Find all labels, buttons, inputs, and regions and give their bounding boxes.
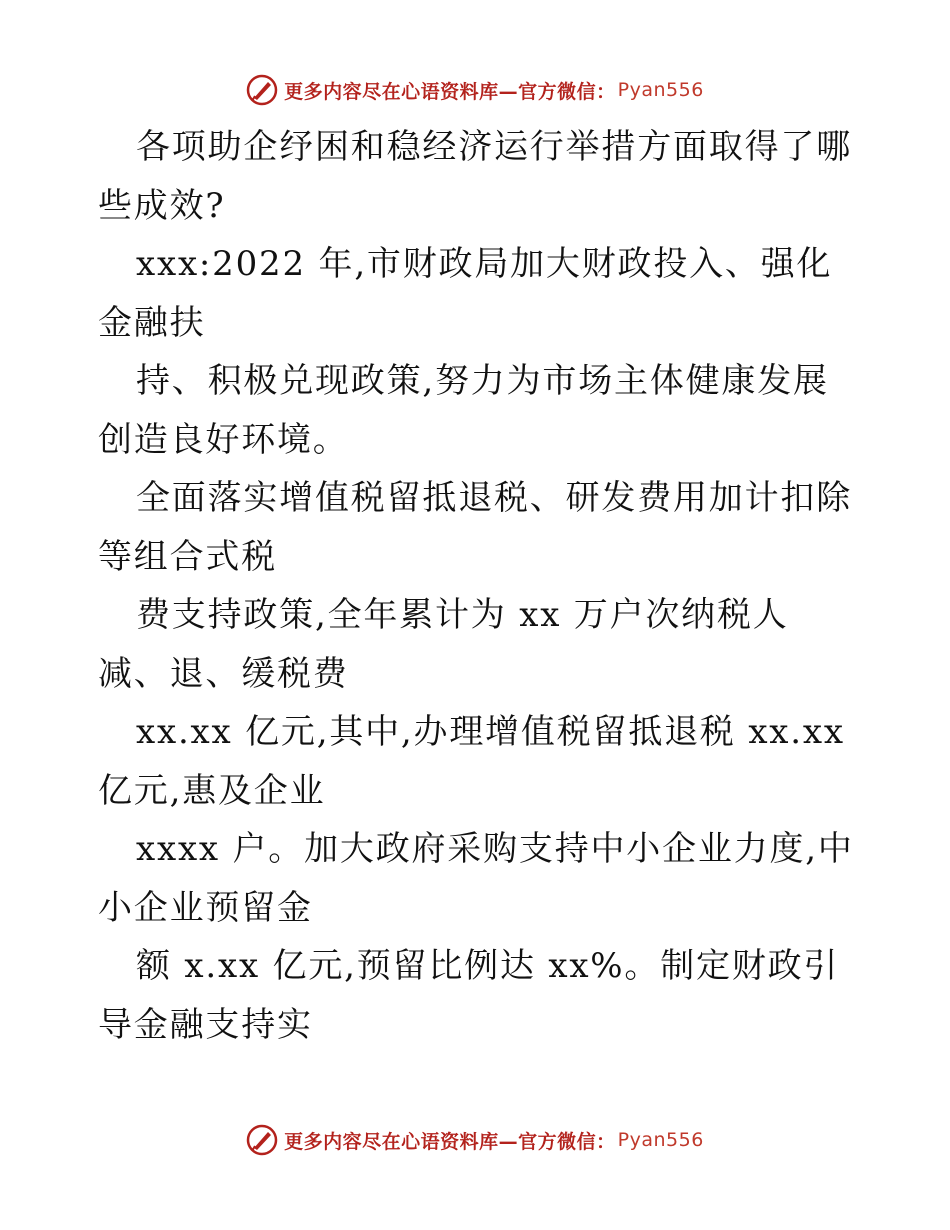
paragraph: 持、积极兑现政策,努力为市场主体健康发展创造良好环境。 — [98, 361, 829, 460]
watermark-text: 更多内容尽在心语资料库—官方微信： — [284, 80, 616, 103]
paragraph: xxx:2022 年,市财政局加大财政投入、强化金融扶 — [98, 244, 833, 343]
footer-watermark — [0, 1120, 950, 1160]
watermark-handle: Pyan556 — [617, 79, 704, 101]
paragraph: xx.xx 亿元,其中,办理增值税留抵退税 xx.xx 亿元,惠及企业 — [98, 712, 845, 811]
quill-logo-icon — [246, 74, 278, 106]
quill-logo-icon — [246, 1124, 278, 1156]
header-watermark — [0, 70, 950, 110]
paragraph: 费支持政策,全年累计为 xx 万户次纳税人减、退、缓税费 — [98, 595, 789, 694]
watermark-text: 更多内容尽在心语资料库—官方微信： — [284, 1130, 616, 1153]
paragraph: 额 x.xx 亿元,预留比例达 xx%。制定财政引导金融支持实 — [98, 946, 840, 1045]
paragraph: 各项助企纾困和稳经济运行举措方面取得了哪些成效? — [98, 127, 852, 226]
watermark-handle: Pyan556 — [617, 1129, 704, 1151]
paragraph: xxxx 户。加大政府采购支持中小企业力度,中小企业预留金 — [98, 829, 854, 928]
paragraph: 全面落实增值税留抵退税、研发费用加计扣除等组合式税 — [98, 478, 852, 577]
document-body — [98, 118, 858, 1054]
